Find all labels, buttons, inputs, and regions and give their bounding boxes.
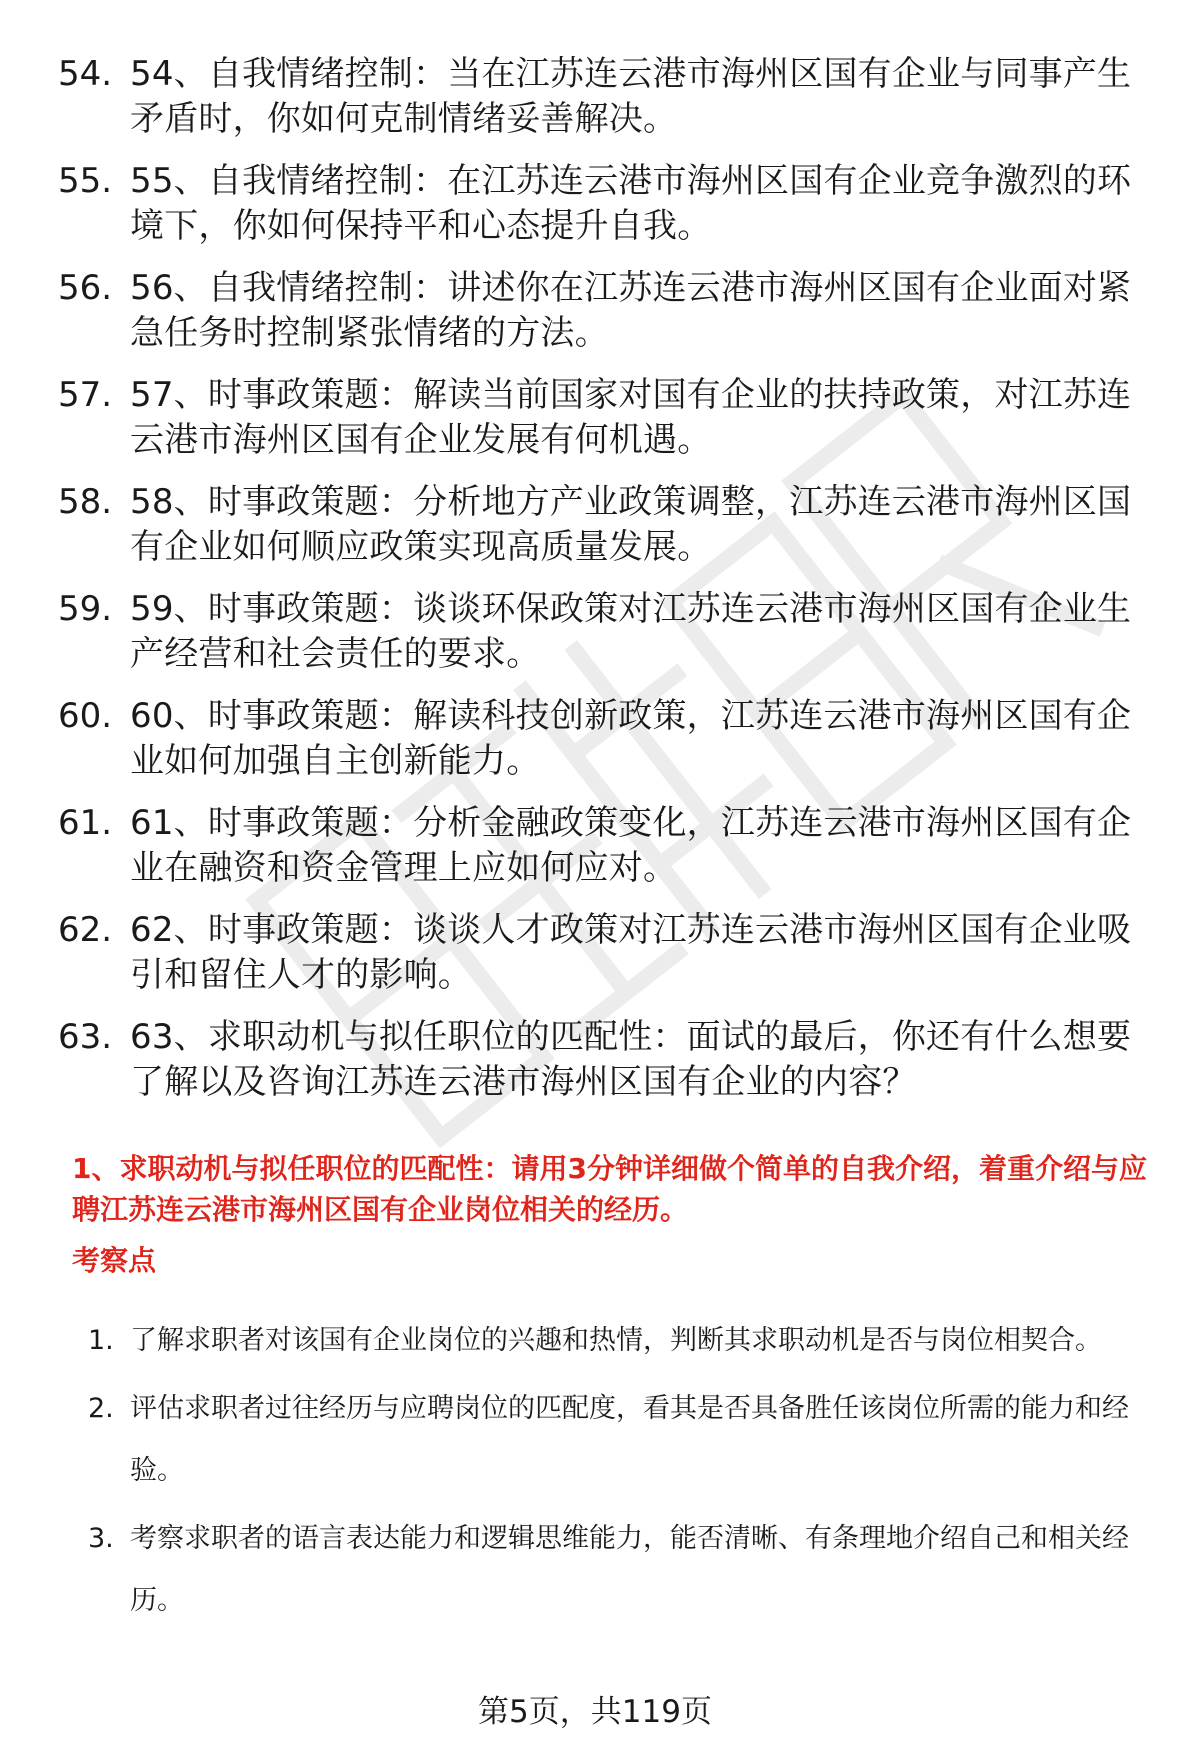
point-text: 评估求职者过往经历与应聘岗位的匹配度，看其是否具备胜任该岗位所需的能力和经验。 (130, 1393, 1129, 1486)
page-footer: 第5页，共119页 (478, 1694, 712, 1730)
question-number: 62. (58, 910, 113, 950)
question-number: 54. (58, 54, 113, 94)
question-text: 57、时事政策题：解读当前国家对国有企业的扶持政策，对江苏连云港市海州区国有企业发展有何机遇。 (130, 375, 1132, 460)
list-item (58, 52, 1158, 142)
list-item (88, 1310, 1168, 1372)
list-item (58, 908, 1158, 998)
question-text: 60、时事政策题：解读科技创新政策，江苏连云港市海州区国有企业如何加强自主创新能力。 (130, 696, 1132, 781)
list-item (58, 159, 1158, 249)
question-text: 59、时事政策题：谈谈环保政策对江苏连云港市海州区国有企业生产经营和社会责任的要求。 (130, 589, 1132, 674)
point-number: 2. (88, 1393, 114, 1424)
question-text: 61、时事政策题：分析金融政策变化，江苏连云港市海州区国有企业在融资和资金管理上应如何应对。 (130, 803, 1132, 888)
list-item (58, 801, 1158, 891)
question-number: 59. (58, 589, 113, 629)
highlighted-question: 1、求职动机与拟任职位的匹配性：请用3分钟详细做个简单的自我介绍，着重介绍与应聘江苏连云港市海州区国有企业岗位相关的经历。 (72, 1152, 1147, 1226)
question-number: 58. (58, 482, 113, 522)
question-number: 56. (58, 268, 113, 308)
list-item (58, 266, 1158, 356)
question-number: 55. (58, 161, 113, 201)
point-number: 3. (88, 1523, 114, 1554)
question-text: 54、自我情绪控制：当在江苏连云港市海州区国有企业与同事产生矛盾时，你如何克制情绪妥善解决。 (130, 54, 1132, 139)
question-text: 55、自我情绪控制：在江苏连云港市海州区国有企业竞争激烈的环境下，你如何保持平和心态提升自我。 (130, 161, 1132, 246)
list-item (58, 1015, 1158, 1105)
section-heading: 考察点 (72, 1244, 157, 1277)
list-item (58, 587, 1158, 677)
question-text: 58、时事政策题：分析地方产业政策调整，江苏连云港市海州区国有企业如何顺应政策实现高质量发展。 (130, 482, 1132, 567)
question-text: 63、求职动机与拟任职位的匹配性：面试的最后，你还有什么想要了解以及咨询江苏连云港市海州区国有企业的内容？ (130, 1017, 1132, 1102)
point-number: 1. (88, 1325, 114, 1356)
question-number: 61. (58, 803, 113, 843)
list-item (58, 373, 1158, 463)
list-item (58, 694, 1158, 784)
list-item (88, 1378, 1168, 1502)
point-text: 考察求职者的语言表达能力和逻辑思维能力，能否清晰、有条理地介绍自己和相关经历。 (130, 1523, 1129, 1616)
list-item (88, 1508, 1168, 1632)
question-list (58, 52, 1158, 1122)
list-item (58, 480, 1158, 570)
question-number: 57. (58, 375, 113, 415)
question-number: 63. (58, 1017, 113, 1057)
question-text: 56、自我情绪控制：讲述你在江苏连云港市海州区国有企业面对紧急任务时控制紧张情绪的方法。 (130, 268, 1132, 353)
assessment-points-list (88, 1310, 1168, 1638)
question-text: 62、时事政策题：谈谈人才政策对江苏连云港市海州区国有企业吸引和留住人才的影响。 (130, 910, 1132, 995)
question-number: 60. (58, 696, 113, 736)
point-text: 了解求职者对该国有企业岗位的兴趣和热情，判断其求职动机是否与岗位相契合。 (130, 1325, 1102, 1356)
